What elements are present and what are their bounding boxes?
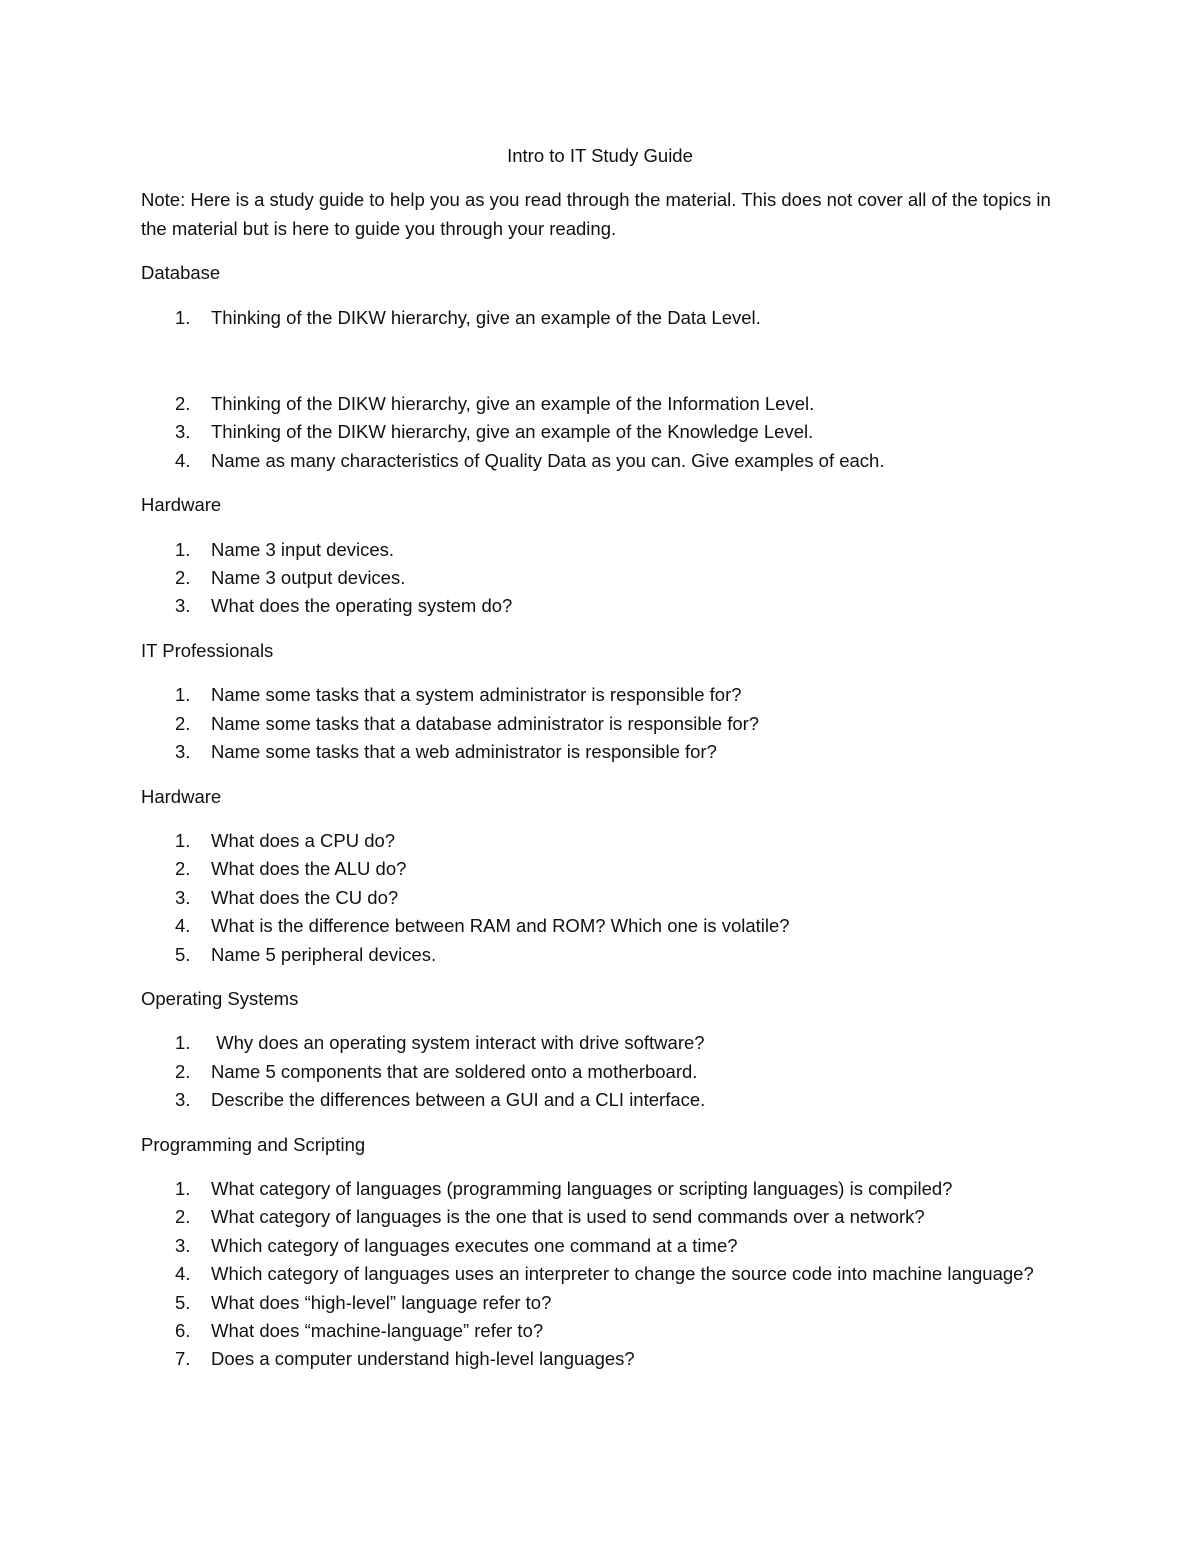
question-list: [141, 304, 1059, 476]
list-item: [141, 1029, 1059, 1057]
item-number: 1.: [175, 538, 191, 560]
list-item: [141, 1260, 1059, 1288]
section-heading: Hardware: [141, 785, 222, 807]
section-it-professionals: [141, 637, 1059, 767]
list-item: [141, 1086, 1059, 1114]
section-database: [141, 259, 1059, 475]
list-item: [141, 681, 1059, 709]
section-heading: Operating Systems: [141, 987, 299, 1009]
item-number: 2.: [175, 567, 191, 589]
list-item: [141, 884, 1059, 912]
item-number: 1.: [175, 1032, 191, 1054]
item-text: What does the ALU do?: [211, 858, 407, 880]
item-text: Name some tasks that a database administrator is responsible for?: [211, 712, 760, 734]
item-text: Name 3 output devices.: [211, 567, 406, 589]
list-item: [141, 1345, 1059, 1373]
item-number: 1.: [175, 1177, 191, 1199]
list-item: [141, 592, 1059, 620]
item-text: What does “high-level” language refer to?: [211, 1291, 552, 1313]
item-text: Name some tasks that a system administrator is responsible for?: [211, 684, 742, 706]
item-text: What does the operating system do?: [211, 595, 513, 617]
question-list: [141, 1175, 1059, 1374]
item-number: 4.: [175, 915, 191, 937]
item-text: Name as many characteristics of Quality Data as you can. Give examples of each.: [211, 449, 885, 471]
list-item: [141, 738, 1059, 766]
item-number: 7.: [175, 1348, 191, 1370]
item-text: Describe the differences between a GUI and a CLI interface.: [211, 1089, 706, 1111]
list-item: [141, 1317, 1059, 1345]
section-heading: IT Professionals: [141, 639, 274, 661]
list-item: [141, 1203, 1059, 1231]
item-text: Which category of languages uses an interpreter to change the source code into machine language?: [211, 1263, 1034, 1285]
item-text: Name some tasks that a web administrator is responsible for?: [211, 741, 717, 763]
list-item: [141, 418, 1059, 446]
document-title: Intro to IT Study Guide: [507, 145, 693, 166]
item-number: 2.: [175, 1060, 191, 1082]
item-number: 6.: [175, 1320, 191, 1341]
item-number: 4.: [175, 449, 191, 471]
list-item: [141, 536, 1059, 564]
item-number: 1.: [175, 829, 191, 851]
item-text: Thinking of the DIKW hierarchy, give an example of the Knowledge Level.: [211, 421, 814, 443]
item-text: Thinking of the DIKW hierarchy, give an example of the Information Level.: [211, 393, 815, 415]
list-item: [141, 912, 1059, 940]
question-list: [141, 1029, 1059, 1114]
list-item: [141, 447, 1059, 475]
item-number: 2.: [175, 858, 191, 880]
item-text: Why does an operating system interact with drive software?: [211, 1032, 705, 1054]
item-text: What is the difference between RAM and ROM? Which one is volatile?: [211, 915, 790, 937]
item-number: 3.: [175, 595, 191, 617]
question-list: [141, 681, 1059, 766]
item-number: 1.: [175, 306, 191, 328]
item-text: What does a CPU do?: [211, 829, 396, 851]
list-item: [141, 1175, 1059, 1203]
list-item: [141, 941, 1059, 969]
item-text: Does a computer understand high-level languages?: [211, 1348, 635, 1370]
item-number: 5.: [175, 943, 191, 965]
document-content: [141, 142, 1059, 1374]
item-number: 3.: [175, 1234, 191, 1256]
item-number: 3.: [175, 421, 191, 443]
item-text: Name 5 peripheral devices.: [211, 943, 437, 965]
section-heading: Hardware: [141, 494, 222, 516]
list-item: [141, 1058, 1059, 1086]
item-number: 3.: [175, 886, 191, 908]
item-number: 4.: [175, 1263, 191, 1285]
list-item: [141, 1232, 1059, 1260]
item-text: Name 5 components that are soldered onto a motherboard.: [211, 1060, 698, 1082]
question-list: [141, 536, 1059, 621]
list-item: [141, 827, 1059, 855]
item-number: 5.: [175, 1291, 191, 1313]
item-number: 2.: [175, 393, 191, 415]
item-number: 3.: [175, 1089, 191, 1111]
list-item: [141, 390, 1059, 418]
item-text: What category of languages (programming languages or scripting languages) is compiled?: [211, 1177, 953, 1199]
intro-note: Note: Here is a study guide to help you as you read through the material. This does not cover all of the topics in the material but is here to guide you through your reading.: [141, 189, 1051, 239]
question-list: [141, 827, 1059, 969]
item-number: 2.: [175, 1206, 191, 1228]
list-item: [141, 710, 1059, 738]
item-text: Thinking of the DIKW hierarchy, give an example of the Data Level.: [211, 306, 761, 328]
list-item: [141, 564, 1059, 592]
section-heading: Database: [141, 262, 221, 284]
list-item: [141, 855, 1059, 883]
section-hardware-2: [141, 783, 1059, 969]
list-item: [141, 1289, 1059, 1317]
item-text: Which category of languages executes one command at a time?: [211, 1234, 738, 1256]
item-number: 1.: [175, 684, 191, 706]
list-item: [141, 304, 1059, 332]
item-text: What does the CU do?: [211, 886, 399, 908]
section-operating-systems: [141, 985, 1059, 1115]
item-text: What does “machine-language” refer to?: [211, 1320, 544, 1341]
section-heading: Programming and Scripting: [141, 1133, 366, 1155]
item-text: What category of languages is the one that is used to send commands over a network?: [211, 1206, 925, 1228]
section-programming-scripting: [141, 1131, 1059, 1374]
item-number: 2.: [175, 712, 191, 734]
item-number: 3.: [175, 741, 191, 763]
section-hardware: [141, 491, 1059, 621]
item-text: Name 3 input devices.: [211, 538, 395, 560]
